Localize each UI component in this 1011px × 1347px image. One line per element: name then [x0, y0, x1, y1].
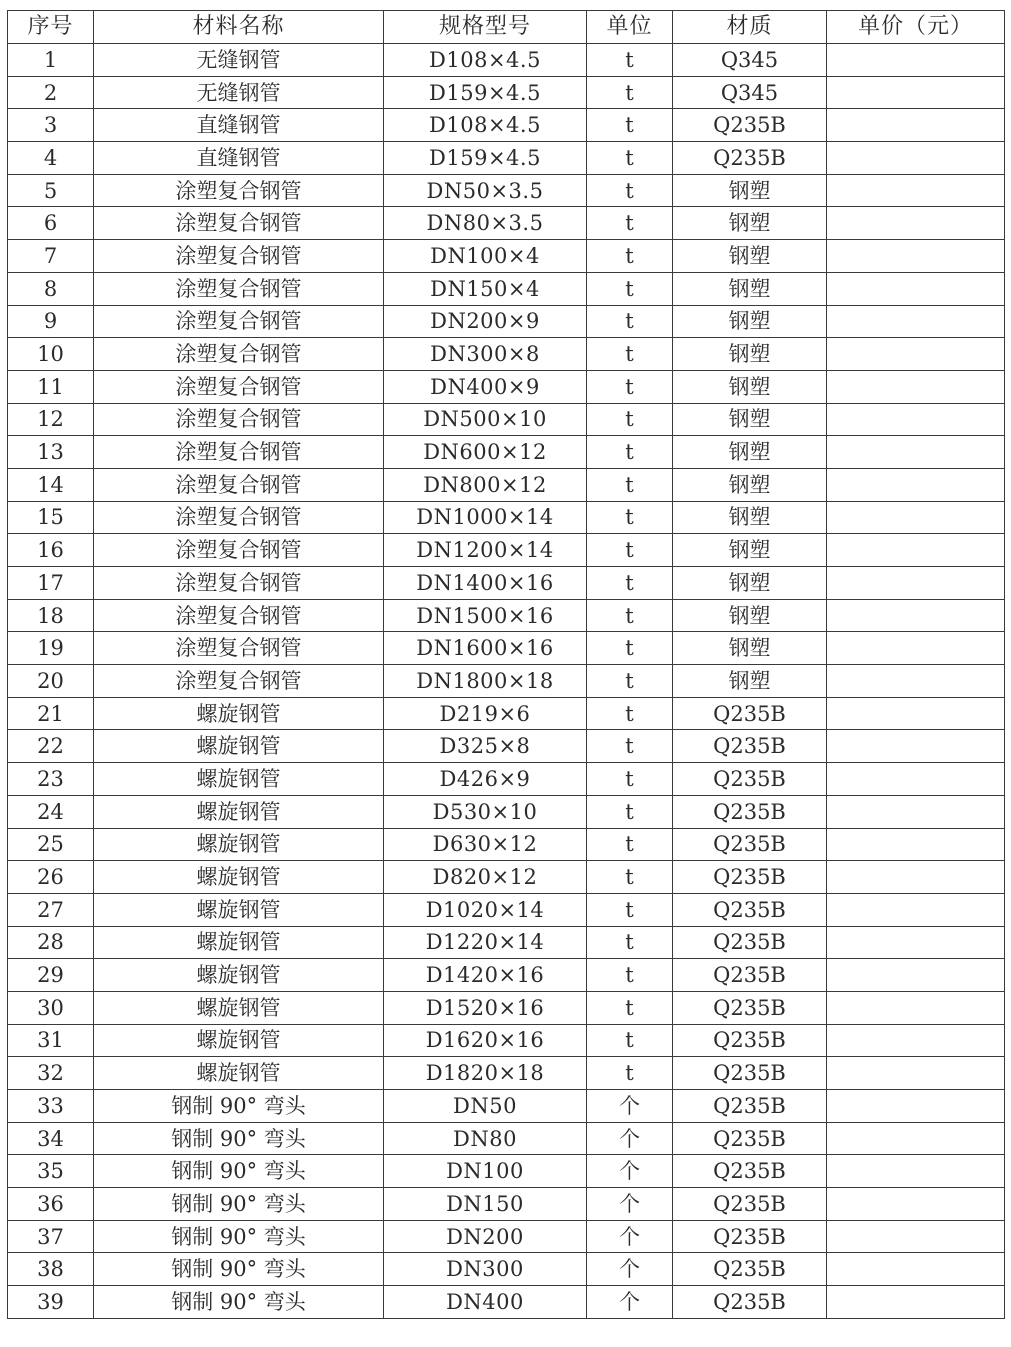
cell-unit: 个	[587, 1220, 673, 1253]
cell-spec: DN300	[384, 1253, 587, 1286]
cell-material-name: 螺旋钢管	[94, 991, 384, 1024]
cell-spec: DN1600×16	[384, 632, 587, 665]
cell-material-name: 涂塑复合钢管	[94, 207, 384, 240]
cell-seq: 32	[8, 1057, 94, 1090]
cell-unit: t	[587, 468, 673, 501]
cell-material-name: 涂塑复合钢管	[94, 370, 384, 403]
cell-material: Q345	[673, 44, 827, 77]
cell-material-name: 钢制 90° 弯头	[94, 1090, 384, 1123]
cell-material-name: 钢制 90° 弯头	[94, 1286, 384, 1319]
cell-spec: DN1200×14	[384, 534, 587, 567]
cell-unit-price	[827, 1090, 1005, 1123]
cell-material-name: 螺旋钢管	[94, 893, 384, 926]
table-row	[8, 697, 1005, 730]
cell-seq: 1	[8, 44, 94, 77]
cell-material: 钢塑	[673, 599, 827, 632]
cell-material-name: 无缝钢管	[94, 44, 384, 77]
cell-unit-price	[827, 142, 1005, 175]
cell-material: Q235B	[673, 828, 827, 861]
cell-material-name: 钢制 90° 弯头	[94, 1122, 384, 1155]
cell-material: 钢塑	[673, 501, 827, 534]
cell-unit-price	[827, 76, 1005, 109]
cell-material: Q345	[673, 76, 827, 109]
cell-material: Q235B	[673, 795, 827, 828]
cell-unit-price	[827, 991, 1005, 1024]
cell-unit: t	[587, 174, 673, 207]
cell-material-name: 涂塑复合钢管	[94, 665, 384, 698]
cell-unit: t	[587, 44, 673, 77]
cell-unit-price	[827, 697, 1005, 730]
table-row	[8, 991, 1005, 1024]
header-unit-price: 单价（元）	[827, 11, 1005, 44]
cell-unit: t	[587, 861, 673, 894]
cell-unit: t	[587, 501, 673, 534]
cell-seq: 35	[8, 1155, 94, 1188]
cell-spec: D325×8	[384, 730, 587, 763]
cell-unit-price	[827, 370, 1005, 403]
cell-spec: D1420×16	[384, 959, 587, 992]
table-row	[8, 338, 1005, 371]
cell-material-name: 螺旋钢管	[94, 1024, 384, 1057]
cell-seq: 15	[8, 501, 94, 534]
cell-material: Q235B	[673, 991, 827, 1024]
cell-unit-price	[827, 1188, 1005, 1221]
cell-seq: 21	[8, 697, 94, 730]
cell-material-name: 螺旋钢管	[94, 926, 384, 959]
table-row	[8, 370, 1005, 403]
cell-unit-price	[827, 1253, 1005, 1286]
cell-spec: DN200×9	[384, 305, 587, 338]
cell-spec: D159×4.5	[384, 76, 587, 109]
cell-spec: D108×4.5	[384, 44, 587, 77]
cell-spec: DN300×8	[384, 338, 587, 371]
table-row	[8, 1057, 1005, 1090]
cell-seq: 38	[8, 1253, 94, 1286]
header-unit: 单位	[587, 11, 673, 44]
cell-seq: 27	[8, 893, 94, 926]
cell-material-name: 无缝钢管	[94, 76, 384, 109]
cell-unit: t	[587, 665, 673, 698]
table-row	[8, 763, 1005, 796]
cell-spec: D219×6	[384, 697, 587, 730]
cell-unit-price	[827, 861, 1005, 894]
cell-unit: t	[587, 632, 673, 665]
header-material-name: 材料名称	[94, 11, 384, 44]
cell-seq: 12	[8, 403, 94, 436]
cell-spec: D1520×16	[384, 991, 587, 1024]
cell-material: Q235B	[673, 926, 827, 959]
cell-material: Q235B	[673, 959, 827, 992]
cell-unit: t	[587, 142, 673, 175]
table-row	[8, 599, 1005, 632]
cell-spec: D530×10	[384, 795, 587, 828]
cell-seq: 10	[8, 338, 94, 371]
cell-material-name: 涂塑复合钢管	[94, 534, 384, 567]
cell-material: Q235B	[673, 142, 827, 175]
cell-material-name: 涂塑复合钢管	[94, 468, 384, 501]
cell-material: 钢塑	[673, 370, 827, 403]
cell-material-name: 涂塑复合钢管	[94, 338, 384, 371]
cell-material: Q235B	[673, 1122, 827, 1155]
cell-material-name: 涂塑复合钢管	[94, 436, 384, 469]
cell-unit: t	[587, 240, 673, 273]
cell-material: 钢塑	[673, 338, 827, 371]
cell-seq: 39	[8, 1286, 94, 1319]
cell-seq: 23	[8, 763, 94, 796]
cell-unit: 个	[587, 1286, 673, 1319]
table-row	[8, 534, 1005, 567]
cell-material: Q235B	[673, 1188, 827, 1221]
cell-unit-price	[827, 632, 1005, 665]
cell-unit: t	[587, 436, 673, 469]
cell-unit: t	[587, 730, 673, 763]
cell-spec: DN50×3.5	[384, 174, 587, 207]
cell-spec: DN80	[384, 1122, 587, 1155]
cell-material: 钢塑	[673, 665, 827, 698]
cell-material: Q235B	[673, 763, 827, 796]
table-row	[8, 501, 1005, 534]
cell-unit: 个	[587, 1253, 673, 1286]
table-body	[8, 44, 1005, 1319]
cell-unit: 个	[587, 1090, 673, 1123]
cell-unit-price	[827, 1024, 1005, 1057]
table-row	[8, 240, 1005, 273]
cell-material: 钢塑	[673, 534, 827, 567]
cell-unit: t	[587, 305, 673, 338]
cell-material: 钢塑	[673, 272, 827, 305]
cell-seq: 18	[8, 599, 94, 632]
cell-seq: 4	[8, 142, 94, 175]
cell-unit-price	[827, 926, 1005, 959]
cell-material: Q235B	[673, 730, 827, 763]
table-row	[8, 174, 1005, 207]
table-row	[8, 567, 1005, 600]
cell-unit-price	[827, 436, 1005, 469]
table-row	[8, 665, 1005, 698]
table-row	[8, 207, 1005, 240]
cell-unit-price	[827, 795, 1005, 828]
table-row	[8, 730, 1005, 763]
cell-spec: DN80×3.5	[384, 207, 587, 240]
cell-material-name: 螺旋钢管	[94, 861, 384, 894]
cell-unit-price	[827, 207, 1005, 240]
cell-seq: 19	[8, 632, 94, 665]
cell-material: 钢塑	[673, 174, 827, 207]
cell-unit: t	[587, 567, 673, 600]
cell-seq: 20	[8, 665, 94, 698]
cell-spec: DN1500×16	[384, 599, 587, 632]
cell-spec: DN1400×16	[384, 567, 587, 600]
cell-material-name: 涂塑复合钢管	[94, 174, 384, 207]
table-row	[8, 1188, 1005, 1221]
table-row	[8, 1122, 1005, 1155]
cell-spec: DN100×4	[384, 240, 587, 273]
cell-spec: D630×12	[384, 828, 587, 861]
table-row	[8, 959, 1005, 992]
cell-seq: 17	[8, 567, 94, 600]
header-seq: 序号	[8, 11, 94, 44]
table-row	[8, 76, 1005, 109]
cell-material: 钢塑	[673, 207, 827, 240]
cell-material-name: 螺旋钢管	[94, 795, 384, 828]
cell-spec: DN150×4	[384, 272, 587, 305]
cell-unit-price	[827, 567, 1005, 600]
cell-unit-price	[827, 338, 1005, 371]
cell-unit: t	[587, 76, 673, 109]
material-price-table	[7, 10, 1005, 1319]
cell-spec: DN1800×18	[384, 665, 587, 698]
cell-unit: t	[587, 893, 673, 926]
table-row	[8, 468, 1005, 501]
cell-material: 钢塑	[673, 567, 827, 600]
cell-spec: DN50	[384, 1090, 587, 1123]
cell-spec: D1820×18	[384, 1057, 587, 1090]
cell-seq: 13	[8, 436, 94, 469]
cell-seq: 6	[8, 207, 94, 240]
cell-unit: 个	[587, 1122, 673, 1155]
table-row	[8, 1024, 1005, 1057]
cell-unit-price	[827, 240, 1005, 273]
cell-unit: t	[587, 403, 673, 436]
cell-unit: t	[587, 338, 673, 371]
table-row	[8, 1253, 1005, 1286]
cell-material: 钢塑	[673, 305, 827, 338]
cell-unit-price	[827, 1155, 1005, 1188]
cell-material: 钢塑	[673, 240, 827, 273]
cell-unit-price	[827, 828, 1005, 861]
cell-material: 钢塑	[673, 632, 827, 665]
cell-unit-price	[827, 959, 1005, 992]
cell-material-name: 直缝钢管	[94, 142, 384, 175]
cell-material-name: 螺旋钢管	[94, 1057, 384, 1090]
cell-unit-price	[827, 893, 1005, 926]
cell-spec: DN600×12	[384, 436, 587, 469]
cell-unit: 个	[587, 1155, 673, 1188]
price-table-container	[7, 10, 1004, 1319]
cell-spec: D1620×16	[384, 1024, 587, 1057]
cell-material-name: 螺旋钢管	[94, 959, 384, 992]
cell-unit-price	[827, 403, 1005, 436]
cell-material: Q235B	[673, 893, 827, 926]
cell-material-name: 涂塑复合钢管	[94, 272, 384, 305]
cell-unit-price	[827, 1122, 1005, 1155]
cell-material-name: 涂塑复合钢管	[94, 599, 384, 632]
cell-unit: t	[587, 272, 673, 305]
header-material: 材质	[673, 11, 827, 44]
cell-material-name: 螺旋钢管	[94, 730, 384, 763]
cell-unit-price	[827, 305, 1005, 338]
table-row	[8, 632, 1005, 665]
cell-material-name: 钢制 90° 弯头	[94, 1188, 384, 1221]
header-row	[8, 11, 1005, 44]
cell-seq: 25	[8, 828, 94, 861]
cell-unit: t	[587, 828, 673, 861]
cell-unit-price	[827, 730, 1005, 763]
cell-unit: t	[587, 370, 673, 403]
cell-unit: t	[587, 763, 673, 796]
cell-spec: DN400	[384, 1286, 587, 1319]
cell-material: Q235B	[673, 109, 827, 142]
cell-material: 钢塑	[673, 436, 827, 469]
cell-seq: 16	[8, 534, 94, 567]
cell-spec: DN500×10	[384, 403, 587, 436]
cell-spec: D426×9	[384, 763, 587, 796]
cell-spec: DN100	[384, 1155, 587, 1188]
cell-unit: t	[587, 599, 673, 632]
table-row	[8, 142, 1005, 175]
cell-material: 钢塑	[673, 403, 827, 436]
cell-material-name: 涂塑复合钢管	[94, 567, 384, 600]
table-row	[8, 828, 1005, 861]
cell-material: Q235B	[673, 697, 827, 730]
table-row	[8, 436, 1005, 469]
cell-spec: D159×4.5	[384, 142, 587, 175]
cell-unit: t	[587, 109, 673, 142]
cell-seq: 3	[8, 109, 94, 142]
cell-unit-price	[827, 501, 1005, 534]
cell-seq: 24	[8, 795, 94, 828]
cell-material-name: 直缝钢管	[94, 109, 384, 142]
table-row	[8, 305, 1005, 338]
cell-unit: t	[587, 926, 673, 959]
cell-spec: DN800×12	[384, 468, 587, 501]
cell-seq: 33	[8, 1090, 94, 1123]
cell-seq: 9	[8, 305, 94, 338]
table-row	[8, 1155, 1005, 1188]
table-row	[8, 795, 1005, 828]
cell-spec: D820×12	[384, 861, 587, 894]
table-row	[8, 893, 1005, 926]
cell-spec: D108×4.5	[384, 109, 587, 142]
cell-material-name: 涂塑复合钢管	[94, 240, 384, 273]
cell-unit-price	[827, 1057, 1005, 1090]
cell-material-name: 螺旋钢管	[94, 828, 384, 861]
cell-material-name: 螺旋钢管	[94, 697, 384, 730]
cell-spec: D1020×14	[384, 893, 587, 926]
cell-unit-price	[827, 1220, 1005, 1253]
cell-seq: 36	[8, 1188, 94, 1221]
cell-unit-price	[827, 272, 1005, 305]
cell-seq: 26	[8, 861, 94, 894]
header-spec: 规格型号	[384, 11, 587, 44]
table-row	[8, 109, 1005, 142]
cell-spec: DN150	[384, 1188, 587, 1221]
cell-material-name: 钢制 90° 弯头	[94, 1220, 384, 1253]
cell-material: Q235B	[673, 861, 827, 894]
cell-unit: t	[587, 1057, 673, 1090]
cell-seq: 37	[8, 1220, 94, 1253]
cell-seq: 22	[8, 730, 94, 763]
cell-unit-price	[827, 763, 1005, 796]
cell-material: Q235B	[673, 1253, 827, 1286]
cell-unit: t	[587, 959, 673, 992]
cell-material: Q235B	[673, 1155, 827, 1188]
cell-material: 钢塑	[673, 468, 827, 501]
table-header	[8, 11, 1005, 44]
cell-seq: 31	[8, 1024, 94, 1057]
cell-seq: 28	[8, 926, 94, 959]
cell-seq: 29	[8, 959, 94, 992]
cell-seq: 8	[8, 272, 94, 305]
cell-seq: 5	[8, 174, 94, 207]
cell-material-name: 涂塑复合钢管	[94, 305, 384, 338]
cell-material-name: 钢制 90° 弯头	[94, 1155, 384, 1188]
table-row	[8, 861, 1005, 894]
cell-unit-price	[827, 534, 1005, 567]
cell-seq: 34	[8, 1122, 94, 1155]
cell-material: Q235B	[673, 1090, 827, 1123]
cell-unit-price	[827, 1286, 1005, 1319]
cell-unit-price	[827, 599, 1005, 632]
cell-unit: t	[587, 207, 673, 240]
cell-material-name: 涂塑复合钢管	[94, 632, 384, 665]
cell-seq: 7	[8, 240, 94, 273]
cell-unit: t	[587, 534, 673, 567]
cell-unit: 个	[587, 1188, 673, 1221]
table-row	[8, 926, 1005, 959]
cell-material-name: 钢制 90° 弯头	[94, 1253, 384, 1286]
cell-seq: 2	[8, 76, 94, 109]
cell-unit-price	[827, 468, 1005, 501]
cell-material-name: 螺旋钢管	[94, 763, 384, 796]
cell-spec: DN400×9	[384, 370, 587, 403]
table-row	[8, 272, 1005, 305]
cell-seq: 14	[8, 468, 94, 501]
cell-unit: t	[587, 991, 673, 1024]
table-row	[8, 44, 1005, 77]
cell-unit-price	[827, 44, 1005, 77]
cell-seq: 30	[8, 991, 94, 1024]
cell-seq: 11	[8, 370, 94, 403]
table-row	[8, 1220, 1005, 1253]
cell-unit-price	[827, 174, 1005, 207]
table-row	[8, 403, 1005, 436]
cell-material: Q235B	[673, 1220, 827, 1253]
cell-spec: DN200	[384, 1220, 587, 1253]
table-row	[8, 1090, 1005, 1123]
cell-spec: D1220×14	[384, 926, 587, 959]
cell-unit-price	[827, 109, 1005, 142]
cell-spec: DN1000×14	[384, 501, 587, 534]
cell-material: Q235B	[673, 1286, 827, 1319]
cell-unit: t	[587, 697, 673, 730]
cell-material: Q235B	[673, 1024, 827, 1057]
cell-unit: t	[587, 795, 673, 828]
cell-unit: t	[587, 1024, 673, 1057]
cell-unit-price	[827, 665, 1005, 698]
cell-material-name: 涂塑复合钢管	[94, 501, 384, 534]
cell-material-name: 涂塑复合钢管	[94, 403, 384, 436]
table-row	[8, 1286, 1005, 1319]
cell-material: Q235B	[673, 1057, 827, 1090]
